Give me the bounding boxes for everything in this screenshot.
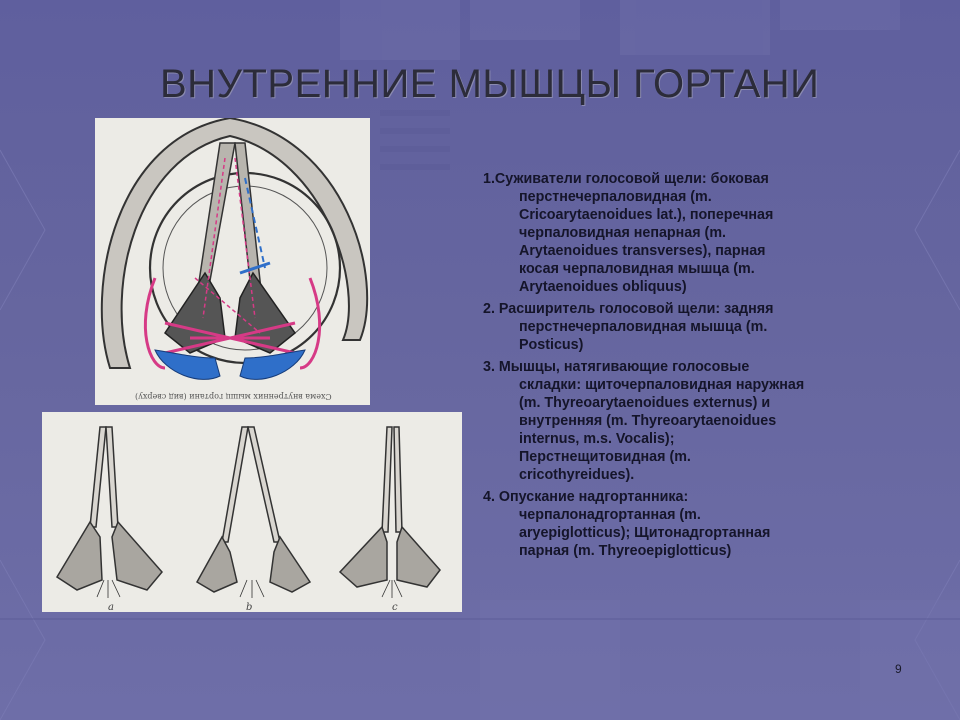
list-item-line: Posticus) [519, 337, 584, 353]
figure-label-b: b [246, 602, 253, 613]
larynx-top-view-illustration [95, 118, 370, 405]
list-item-3 [483, 358, 903, 484]
list-item-2 [483, 300, 903, 354]
list-item-line: Перстнещитовидная (m. [519, 449, 691, 465]
list-item-line: aryepiglotticus); Щитонадгортанная [519, 525, 771, 541]
figure-label-c: c [392, 602, 398, 613]
list-item-line: Arytaenoidues transverses), парная [519, 243, 766, 259]
figure-caption: Схема внутренних мышц гортани (вид сверху) [135, 392, 332, 401]
list-item-line: черпалонадгортанная (m. [519, 507, 701, 523]
list-item-line: черпаловидная непарная (m. [519, 225, 727, 241]
list-item-4 [483, 488, 903, 560]
list-item-line: Cricoarytaenoidues lat.), поперечная [519, 207, 774, 223]
list-item-line: internus, m.s. Vocalis); [519, 431, 675, 447]
figure-label-a: a [108, 602, 114, 613]
vocal-folds-positions-figure [42, 412, 462, 612]
muscle-list [483, 170, 903, 564]
list-item-line: 3. Мышцы, натягивающие голосовые [483, 359, 750, 375]
page-number: 9 [895, 662, 902, 676]
list-item-line: 1.Суживатели голосовой щели: боковая [483, 171, 769, 187]
vocal-folds-positions-illustration [42, 412, 462, 612]
list-item-line: (m. Thyreoarytaenoidues externus) и [519, 395, 771, 411]
list-item-line: складки: щиточерпаловидная наружная [519, 377, 805, 393]
slide-title: ВНУТРЕННИЕ МЫШЦЫ ГОРТАНИ [160, 62, 820, 106]
list-item-line: перстнечерпаловидная (m. [519, 189, 712, 205]
list-item-line: Arytaenoidues obliquus) [519, 279, 687, 295]
list-item-line: 4. Опускание надгортанника: [483, 489, 689, 505]
larynx-top-view-figure [95, 118, 370, 405]
list-item-line: 2. Расширитель голосовой щели: задняя [483, 301, 774, 317]
list-item-line: парная (m. Thyreoepiglotticus) [519, 543, 732, 559]
list-item-line: cricothyreidues). [519, 467, 635, 483]
list-item-1 [483, 170, 903, 296]
list-item-line: внутренняя (m. Thyreoarytaenoidues [519, 413, 777, 429]
list-item-line: косая черпаловидная мышца (m. [519, 261, 755, 277]
list-item-line: перстнечерпаловидная мышца (m. [519, 319, 768, 335]
